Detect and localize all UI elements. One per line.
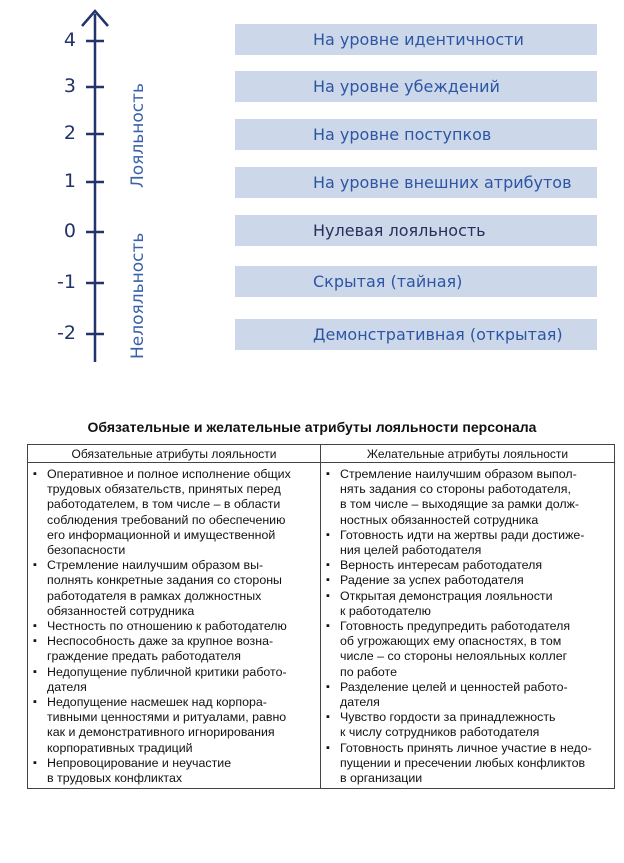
list-item: ▪ Готовность принять личное участие в недо- пущении и пресечении любых конфликтов в организации xyxy=(324,741,612,787)
loyalty-scale xyxy=(0,0,624,380)
level-band: На уровне убеждений xyxy=(235,71,597,102)
tick-label: -1 xyxy=(57,271,76,293)
mandatory-list xyxy=(31,467,318,786)
tick-label: 1 xyxy=(63,170,76,192)
list-item: ▪ Радение за успех работодателя xyxy=(324,573,612,588)
list-item: ▪ Стремление наилучшим образом вы- полнять конкретные задания со стороны работодателя в рамках должностных обязанностей сотрудника xyxy=(31,558,318,619)
list-item: ▪ Открытая демонстрация лояльности к работодателю xyxy=(324,589,612,619)
tick-label: -2 xyxy=(57,322,76,344)
tick-label: 4 xyxy=(63,29,76,51)
list-item: ▪ Стремление наилучшим образом выпол- нять задания со стороны работодателя, в том числе – выходящие за рамки долж- ностных обязанностей сотрудника xyxy=(324,467,612,528)
tick-label: 2 xyxy=(63,122,76,144)
mandatory-cell xyxy=(28,463,321,789)
axis-label-loyalty: Лояльность xyxy=(128,82,148,188)
desirable-cell xyxy=(321,463,615,789)
list-item: ▪ Недопущение насмешек над корпора- тивными ценностями и ритуалами, равно как и демонстративного игнорирования корпоративных традиций xyxy=(31,695,318,756)
tick-label: 3 xyxy=(63,75,76,97)
list-item: ▪ Непровоцирование и неучастие в трудовых конфликтах xyxy=(31,756,318,786)
level-band: На уровне идентичности xyxy=(235,24,597,55)
table-row xyxy=(28,463,615,789)
list-item: ▪ Недопущение публичной критики работо- дателя xyxy=(31,665,318,695)
level-band: На уровне внешних атрибутов xyxy=(235,167,597,198)
list-item: ▪ Оперативное и полное исполнение общих трудовых обязательств, принятых перед работодателем, в том числе – в области соблюдения требований по обеспечению его информационной и имущественной безопасности xyxy=(31,467,318,558)
level-band: Демонстративная (открытая) xyxy=(235,319,597,350)
attributes-table xyxy=(27,444,615,789)
list-item: ▪ Готовность предупредить работодателя об угрожающих ему опасностях, в том числе – со стороны нелояльных коллег по работе xyxy=(324,619,612,680)
list-item: ▪ Верность интересам работодателя xyxy=(324,558,612,573)
list-item: ▪ Разделение целей и ценностей работо- дателя xyxy=(324,680,612,710)
desirable-list xyxy=(324,467,612,786)
header-mandatory: Обязательные атрибуты лояльности xyxy=(28,445,321,463)
header-desirable: Желательные атрибуты лояльности xyxy=(321,445,615,463)
level-band: Нулевая лояльность xyxy=(235,215,597,246)
list-item: ▪ Честность по отношению к работодателю xyxy=(31,619,318,634)
list-item: ▪ Чувство гордости за принадлежность к числу сотрудников работодателя xyxy=(324,710,612,740)
table-title: Обязательные и желательные атрибуты лояльности персонала xyxy=(87,419,537,435)
axis-label-disloyalty: Нелояльность xyxy=(128,232,148,359)
table-header-row xyxy=(28,445,615,463)
tick-label: 0 xyxy=(63,220,76,242)
level-band: Скрытая (тайная) xyxy=(235,266,597,297)
list-item: ▪ Готовность идти на жертвы ради достиже- ния целей работодателя xyxy=(324,528,612,558)
level-band: На уровне поступков xyxy=(235,119,597,150)
list-item: ▪ Неспособность даже за крупное возна- граждение предать работодателя xyxy=(31,634,318,664)
